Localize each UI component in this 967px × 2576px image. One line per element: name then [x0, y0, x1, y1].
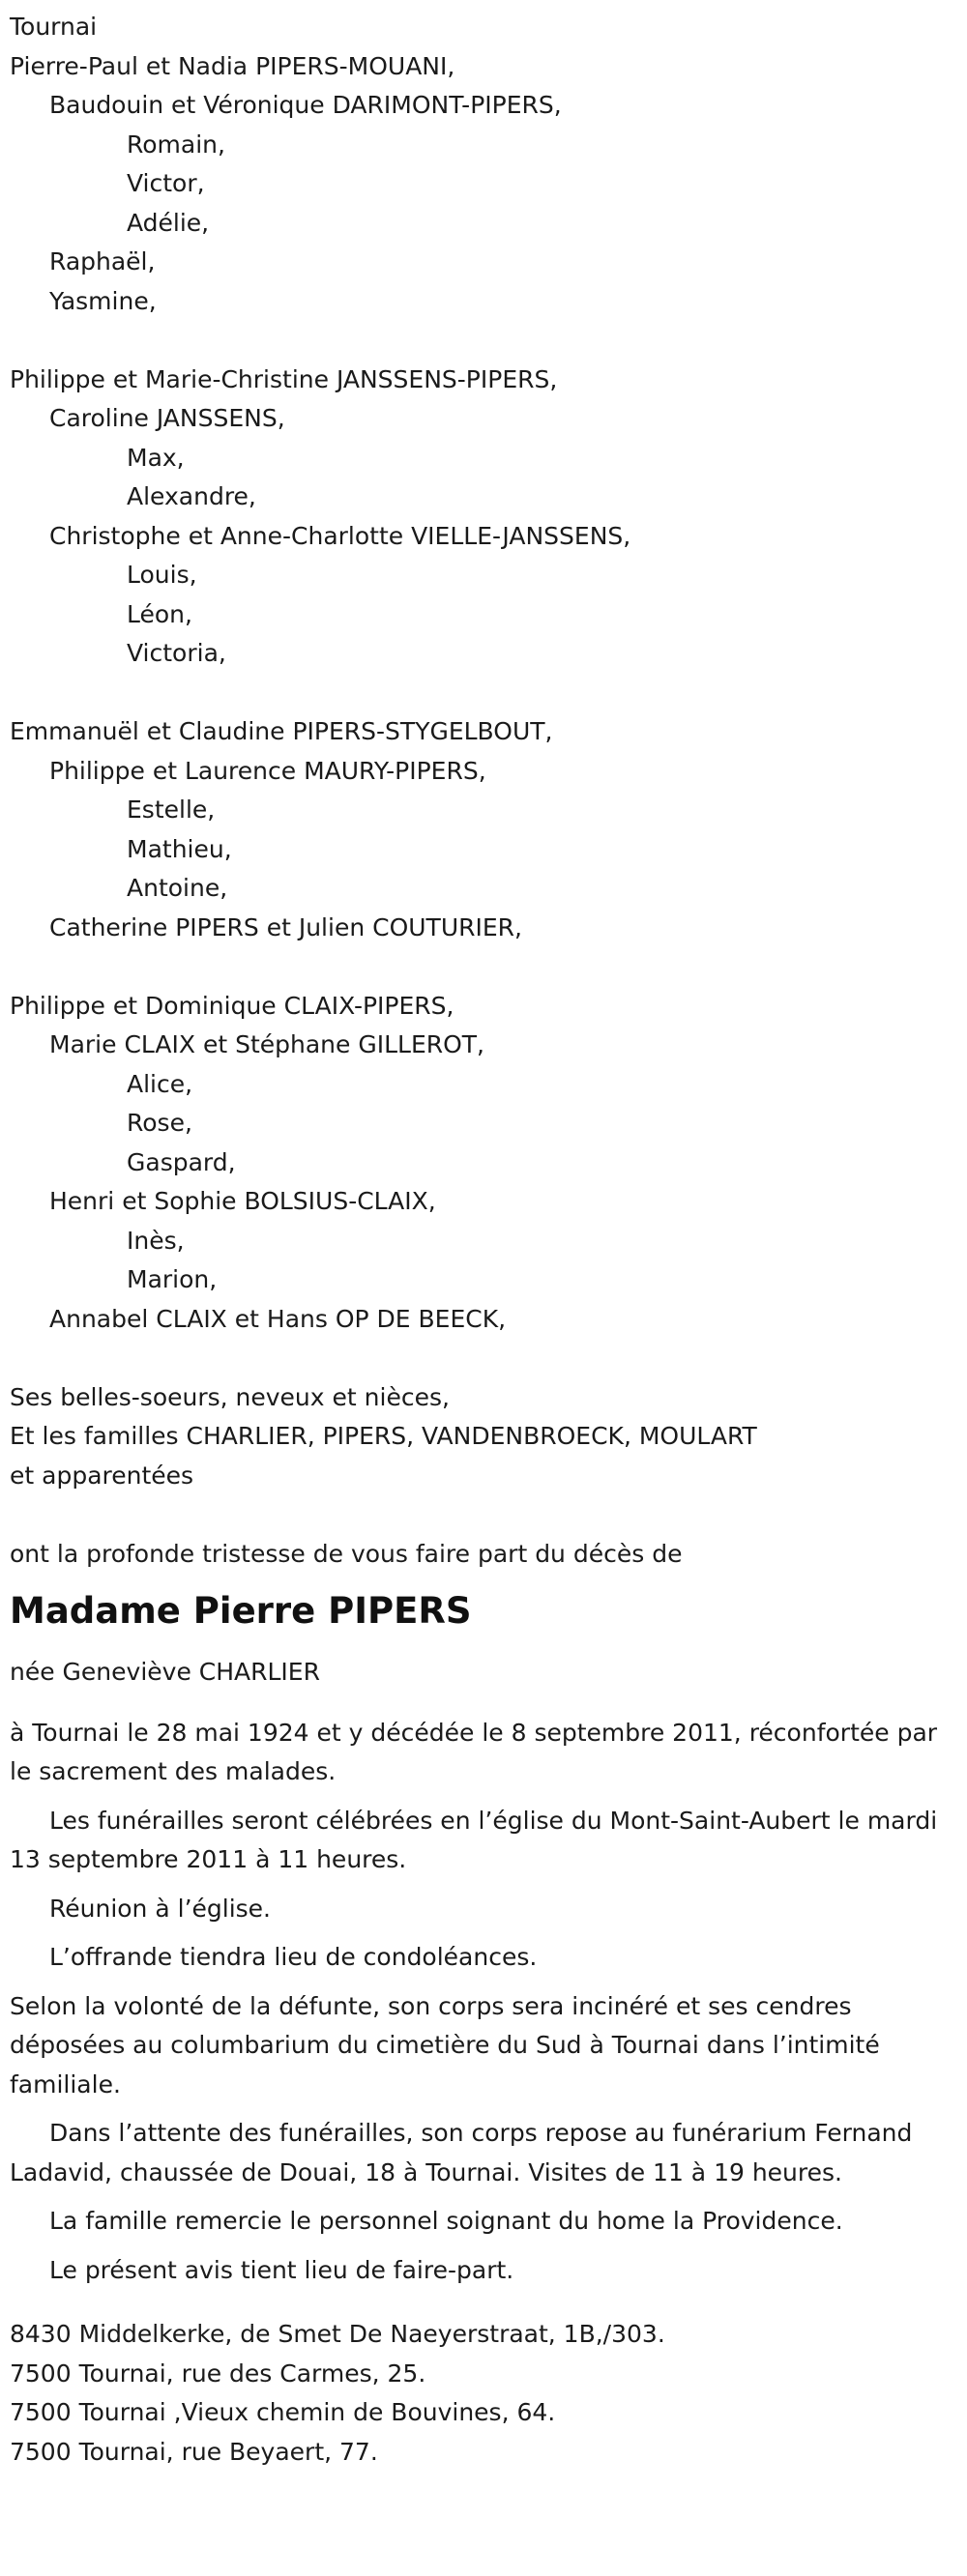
family-member-line: Louis,	[127, 561, 197, 589]
family-member-line: Philippe et Laurence MAURY-PIPERS,	[49, 756, 486, 785]
spacer	[10, 1339, 953, 1378]
spacer	[10, 947, 953, 987]
family-member-line: Ses belles-soeurs, neveux et nièces,	[10, 1382, 450, 1411]
family-member-line: Romain,	[127, 130, 225, 159]
family-member-line: Inès,	[127, 1226, 185, 1255]
spacer	[10, 1693, 953, 1714]
family-member-line: Annabel CLAIX et Hans OP DE BEECK,	[49, 1304, 507, 1333]
family-block	[10, 1378, 953, 1496]
notice-paragraph: La famille remercie le personnel soignant du home la Providence.	[49, 2207, 843, 2235]
notice-paragraph: Dans l’attente des funérailles, son corps repose au funérarium Fernand Ladavid, chaussée de Douai, 18 à Tournai. Visites de 11 à 19 heures.	[10, 2119, 913, 2186]
family-member-line: Victor,	[127, 169, 205, 197]
family-member-line: Adélie,	[127, 208, 210, 237]
family-block	[10, 712, 953, 947]
notice-paragraph: L’offrande tiendra lieu de condoléances.	[49, 1943, 538, 1971]
address-line: 7500 Tournai ,Vieux chemin de Bouvines, 64.	[10, 2398, 556, 2426]
family-member-line: Philippe et Marie-Christine JANSSENS-PIPERS,	[10, 364, 558, 393]
family-member-line: Catherine PIPERS et Julien COUTURIER,	[49, 912, 522, 941]
family-block	[10, 987, 953, 1340]
notice-paragraph: Réunion à l’église.	[49, 1894, 272, 1923]
family-member-line: Emmanuël et Claudine PIPERS-STYGELBOUT,	[10, 717, 553, 745]
family-member-line: Victoria,	[127, 639, 226, 667]
family-member-line: Estelle,	[127, 796, 216, 824]
address-line: 7500 Tournai, rue Beyaert, 77.	[10, 2437, 378, 2466]
address-list	[10, 2315, 953, 2472]
city-heading: Tournai	[10, 13, 98, 41]
family-member-line: Antoine,	[127, 874, 228, 902]
family-member-line: Raphaël,	[49, 247, 156, 275]
spacer	[10, 674, 953, 713]
family-block	[10, 361, 953, 674]
address-line: 7500 Tournai, rue des Carmes, 25.	[10, 2359, 426, 2388]
family-member-line: Léon,	[127, 599, 192, 628]
family-member-line: Alice,	[127, 1069, 193, 1098]
spacer	[10, 1495, 953, 1535]
family-list	[10, 47, 953, 1496]
family-member-line: Christophe et Anne-Charlotte VIELLE-JANSSENS,	[49, 521, 631, 550]
family-member-line: Pierre-Paul et Nadia PIPERS-MOUANI,	[10, 51, 455, 80]
family-member-line: Marie CLAIX et Stéphane GILLEROT,	[49, 1030, 484, 1058]
family-member-line: Baudouin et Véronique DARIMONT-PIPERS,	[49, 91, 562, 119]
notice-paragraph: Selon la volonté de la défunte, son corps sera incinéré et ses cendres déposées au columbarium du cimetière du Sud à Tournai dans l’intimité familiale.	[10, 1991, 880, 2098]
family-member-line: Yasmine,	[49, 286, 157, 315]
family-member-line: Mathieu,	[127, 834, 232, 863]
family-member-line: et apparentées	[10, 1461, 194, 1490]
family-member-line: Henri et Sophie BOLSIUS-CLAIX,	[49, 1187, 436, 1215]
family-block	[10, 47, 953, 322]
spacer	[10, 321, 953, 361]
announcement-text: ont la profonde tristesse de vous faire part du décès de	[10, 1539, 683, 1568]
family-member-line: Alexandre,	[127, 482, 256, 510]
address-line: 8430 Middelkerke, de Smet De Naeyerstraat, 1B,/303.	[10, 2320, 665, 2348]
notice-paragraph: Les funérailles seront célébrées en l’église du Mont-Saint-Aubert le mardi 13 septembre 2011 à 11 heures.	[10, 1806, 938, 1873]
family-member-line: Max,	[127, 443, 185, 472]
family-member-line: Philippe et Dominique CLAIX-PIPERS,	[10, 991, 454, 1020]
notice-paragraph: à Tournai le 28 mai 1924 et y décédée le 8 septembre 2011, réconfortée par le sacrement des malades.	[10, 1718, 938, 1785]
family-member-line: Caroline JANSSENS,	[49, 404, 285, 432]
family-member-line: Rose,	[127, 1109, 192, 1137]
family-member-line: Marion,	[127, 1265, 218, 1293]
family-member-line: Et les familles CHARLIER, PIPERS, VANDENBROECK, MOULART	[10, 1422, 757, 1450]
deceased-name: Madame Pierre PIPERS	[10, 1590, 472, 1632]
notice-paragraphs	[10, 1714, 953, 2291]
family-member-line: Gaspard,	[127, 1147, 236, 1176]
maiden-name: née Geneviève CHARLIER	[10, 1658, 320, 1686]
notice-paragraph: Le présent avis tient lieu de faire-part.	[49, 2255, 514, 2284]
